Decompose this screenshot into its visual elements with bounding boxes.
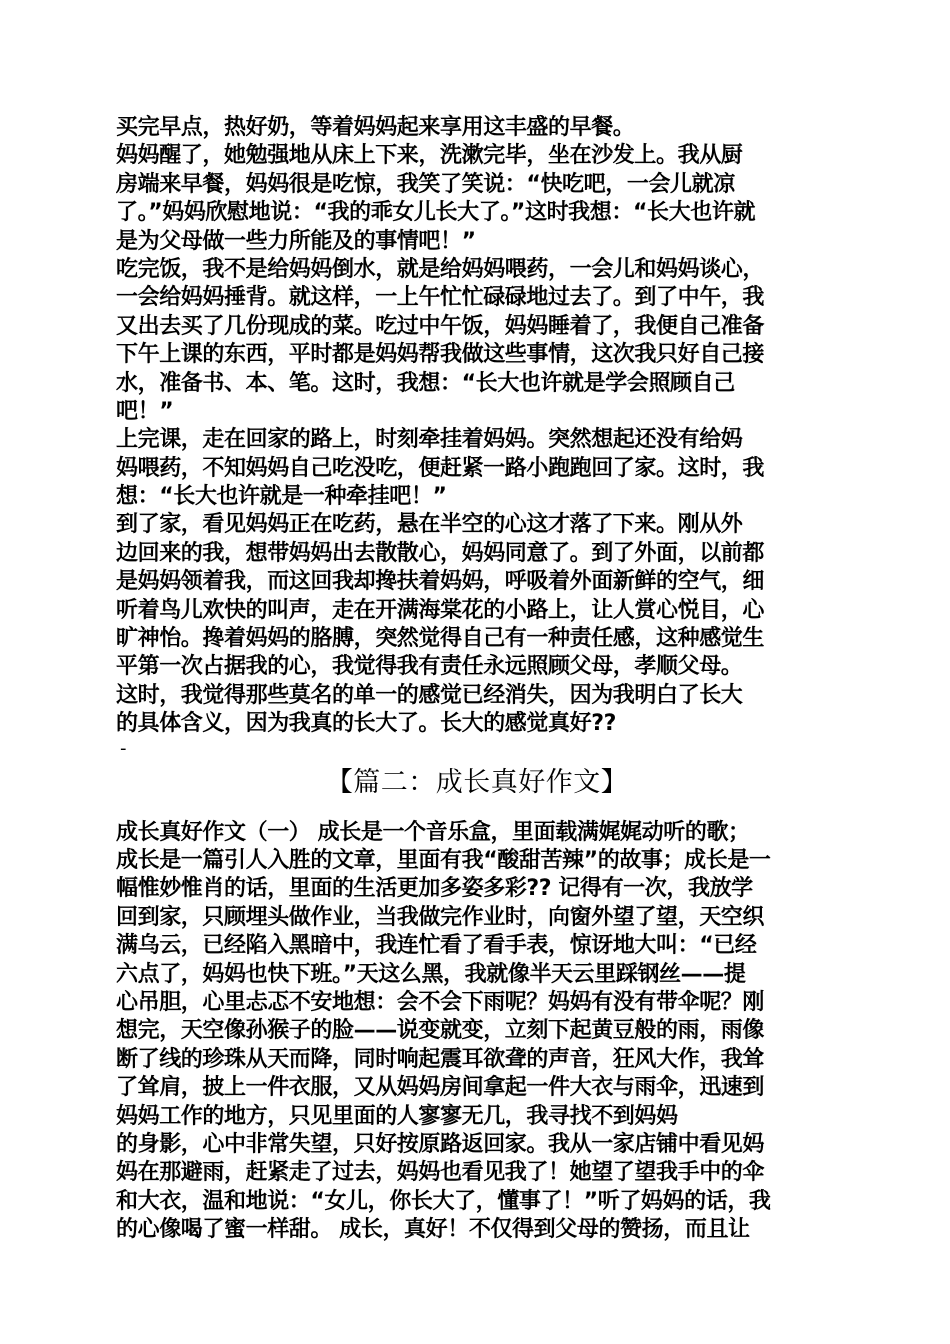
text-line: 妈妈醒了，她勉强地从床上下来，洗漱完毕，坐在沙发上。我从厨 (116, 143, 743, 169)
text-line: 回到家，只顾埋头做作业，当我做完作业时，向窗外望了望，天空织 (116, 904, 765, 930)
text-line: 一会给妈妈捶背。就这样，一上午忙忙碌碌地过去了。到了中午，我 (116, 285, 765, 311)
essay-section-2 (116, 819, 838, 1245)
text-line: 幅惟妙惟肖的话，里面的生活更加多姿多彩?? 记得有一次，我放学 (116, 876, 753, 902)
text-line: 和大衣，温和地说：“女儿，你长大了，懂事了！”听了妈妈的话，我 (116, 1188, 771, 1214)
text-line: 下午上课的东西，平时都是妈妈帮我做这些事情，这次我只好自己接 (116, 342, 765, 368)
text-line: 想：“长大也许就是一种牵挂吧！” (116, 484, 447, 510)
text-line: 妈喂药，不知妈妈自己吃没吃，便赶紧一路小跑跑回了家。这时，我 (116, 455, 765, 481)
text-line: 房端来早餐，妈妈很是吃惊，我笑了笑说：“快吃吧，一会儿就凉 (116, 171, 735, 197)
text-line: 满乌云，已经陷入黑暗中，我连忙看了看手表，惊讶地大叫：“已经 (116, 933, 757, 959)
text-line: 是妈妈领着我，而这回我却搀扶着妈妈，呼吸着外面新鲜的空气，细 (116, 569, 765, 595)
essay-section-1 (116, 114, 838, 739)
text-line: 边回来的我，想带妈妈出去散散心，妈妈同意了。到了外面，以前都 (116, 540, 765, 566)
text-line: 妈在那避雨，赶紧走了过去，妈妈也看见我了！她望了望我手中的伞 (116, 1160, 765, 1186)
text-line: 买完早点，热好奶，等着妈妈起来享用这丰盛的早餐。 (116, 115, 635, 140)
separator-dash: - (120, 737, 127, 759)
text-line: 水，准备书、本、笔。这时，我想：“长大也许就是学会照顾自己 (116, 370, 735, 396)
text-line: 是为父母做一些力所能及的事情吧！” (116, 228, 476, 254)
text-line: 上完课，走在回家的路上，时刻牵挂着妈妈。突然想起还没有给妈 (116, 427, 743, 453)
text-line: 的心像喝了蜜一样甜。 成长，真好！不仅得到父母的赞扬，而且让 (116, 1217, 750, 1243)
text-line: 听着鸟儿欢快的叫声，走在开满海棠花的小路上，让人赏心悦目，心 (116, 597, 765, 623)
text-column (116, 114, 838, 1244)
text-line: 了。”妈妈欣慰地说：“我的乖女儿长大了。”这时我想：“长大也许就 (116, 200, 756, 226)
text-line: 的身影，心中非常失望，只好按原路返回家。我从一家店铺中看见妈 (116, 1131, 765, 1157)
text-line: 这时，我觉得那些莫名的单一的感觉已经消失，因为我明白了长大 (116, 682, 743, 708)
text-line: 心吊胆，心里忐忑不安地想：会不会下雨呢？妈妈有没有带伞呢？刚 (116, 989, 765, 1015)
text-line: 成长真好作文（一） 成长是一个音乐盒，里面载满娓娓动听的歌； (116, 819, 750, 845)
text-line: 到了家，看见妈妈正在吃药，悬在半空的心这才落了下来。刚从外 (116, 512, 743, 538)
text-line: 了耸肩，披上一件衣服，又从妈妈房间拿起一件大衣与雨伞，迅速到 (116, 1075, 765, 1101)
text-line: 吃完饭，我不是给妈妈倒水，就是给妈妈喂药，一会儿和妈妈谈心， (116, 256, 765, 282)
text-line: 吧！” (116, 398, 174, 424)
text-line: 的具体含义，因为我真的长大了。长大的感觉真好?? (116, 711, 616, 737)
text-line: 平第一次占据我的心，我觉得我有责任永远照顾父母，孝顺父母。 (116, 654, 743, 680)
text-line: 想完，天空像孙猴子的脸——说变就变，立刻下起黄豆般的雨，雨像 (116, 1018, 765, 1044)
text-line: 妈妈工作的地方，只见里面的人寥寥无几，我寻找不到妈妈 (116, 1103, 678, 1129)
text-line: 又出去买了几份现成的菜。吃过中午饭，妈妈睡着了，我便自己准备 (116, 313, 765, 339)
text-line: 成长是一篇引人入胜的文章，里面有我“酸甜苦辣”的故事；成长是一 (116, 847, 771, 873)
text-line: 旷神怡。搀着妈妈的胳膊，突然觉得自己有一种责任感，这种感觉生 (116, 626, 765, 652)
text-line: 断了线的珍珠从天而降，同时响起震耳欲聋的声音，狂风大作，我耸 (116, 1046, 765, 1072)
section-heading: 【篇二：成长真好作文】 (325, 766, 629, 798)
text-line: 六点了，妈妈也快下班。”天这么黑，我就像半天云里踩钢丝——提 (116, 961, 746, 987)
